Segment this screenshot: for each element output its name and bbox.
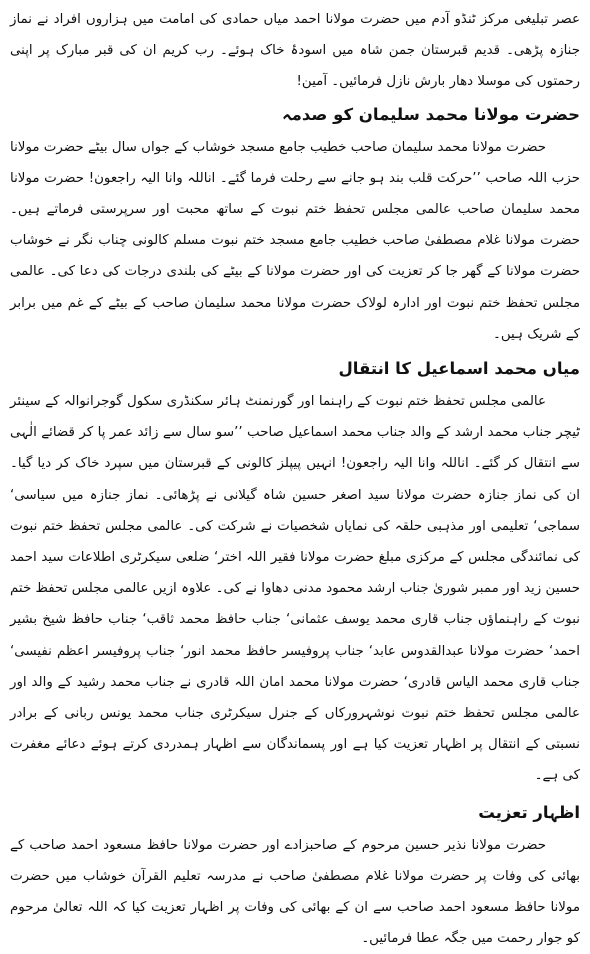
- intro-paragraph: عصر تبلیغی مرکز ٹنڈو آدم میں حضرت مولانا احمد میاں حمادی کی امامت میں ہزاروں افراد نے نماز جنازہ پڑھی۔ قدیم قبرستان جمن شاہ میں اسودۂ خاک ہوئے۔ رب کریم ان کی قبر مبارک پر اپنی رحمتوں کی موسلا دھار بارش نازل فرمائیں۔ آمین!: [10, 12, 580, 90]
- ismail-paragraph: عالمی مجلس تحفظ ختم نبوت کے راہنما اور گورنمنٹ ہائر سکنڈری سکول گوجرانوالہ کے سینئر ٹیچر جناب محمد ارشد کے والد جناب محمد اسماعیل صاحب ’’سو سال سے زائد عمر پا کر قضائے الٰہی سے انتقال کر گئے۔ اناللہ وانا الیہ راجعون! انہیں پیپلز کالونی کے قبرستان میں سپرد خاک کر دیا گیا۔ ان کی نماز جنازہ حضرت مولانا سید اصغر حسین شاہ گیلانی نے پڑھائی۔ نماز جنازہ میں سیاسی‘ سماجی‘ تعلیمی اور مذہبی حلقہ کی نمایاں شخصیات نے شرکت کی۔ عالمی مجلس تحفظ ختم نبوت کی نمائندگی مجلس کے مرکزی مبلغ حضرت مولانا فقیر اللہ اختر‘ ضلعی سیکرٹری اطلاعات سید احمد حسین زید اور ممبر شوریٰ جناب ارشد محمود مدنی دھاوا نے کی۔ علاوہ ازیں عالمی مجلس تحفظ ختم نبوت کے راہنماؤں جناب قاری محمد یوسف عثمانی‘ جناب حافظ محمد ثاقب‘ جناب حافظ شیخ بشیر احمد‘ حضرت مولانا عبدالقدوس عابد‘ جناب پروفیسر حافظ محمد انور‘ جناب پروفیسر اعظم نفیسی‘ جناب قاری محمد الیاس قادری‘ حضرت مولانا محمد امان اللہ قادری نے جناب محمد رشید کے والد اور عالمی مجلس تحفظ ختم نبوت نوشہرورکاں کے جنرل سیکرٹری جناب محمد یونس ربانی کے برادر نسبتی کے انتقال پر اظہار تعزیت کیا ہے اور پسماندگان سے اظہار ہمدردی کرتے ہوئے دعائے مغفرت کی ہے۔: [10, 394, 580, 784]
- taziat-paragraph: حضرت مولانا نذیر حسین مرحوم کے صاحبزادے اور حضرت مولانا حافظ مسعود احمد صاحب کے بھائی کی وفات پر حضرت مولانا غلام مصطفیٰ صاحب نے مدرسہ تعلیم القرآن خوشاب میں حضرت مولانا حافظ مسعود احمد صاحب سے ان کے بھائی کی وفات پر اظہار تعزیت کیا کہ اللہ تعالیٰ مرحوم کو جوار رحمت میں جگہ عطا فرمائیں۔: [10, 837, 580, 947]
- heading-sulaiman: حضرت مولانا محمد سلیمان کو صدمہ: [282, 104, 580, 124]
- heading-taziat: اظہار تعزیت: [478, 802, 580, 822]
- sulaiman-paragraph: حضرت مولانا محمد سلیمان صاحب خطیب جامع مسجد خوشاب کے جواں سال بیٹے حضرت مولانا حزب اللہ صاحب ’’حرکت قلب بند ہو جانے سے رحلت فرما گئے۔ اناللہ وانا الیہ راجعون! حضرت مولانا محمد سلیمان صاحب عالمی مجلس تحفظ ختم نبوت کے ساتھ محبت اور سرپرستی فرماتے ہیں۔ حضرت مولانا غلام مصطفیٰ صاحب خطیب جامع مسجد ختم نبوت مسلم کالونی چناب نگر نے خوشاب حضرت مولانا کے گھر جا کر تعزیت کی اور حضرت مولانا کے بیٹے کی بلندی درجات کی دعا کی۔ عالمی مجلس تحفظ ختم نبوت اور ادارہ لولاک حضرت مولانا محمد سلیمان صاحب کے بیٹے کے غم میں برابر کے شریک ہیں۔: [10, 139, 580, 342]
- heading-ismail: میاں محمد اسماعیل کا انتقال: [338, 359, 580, 379]
